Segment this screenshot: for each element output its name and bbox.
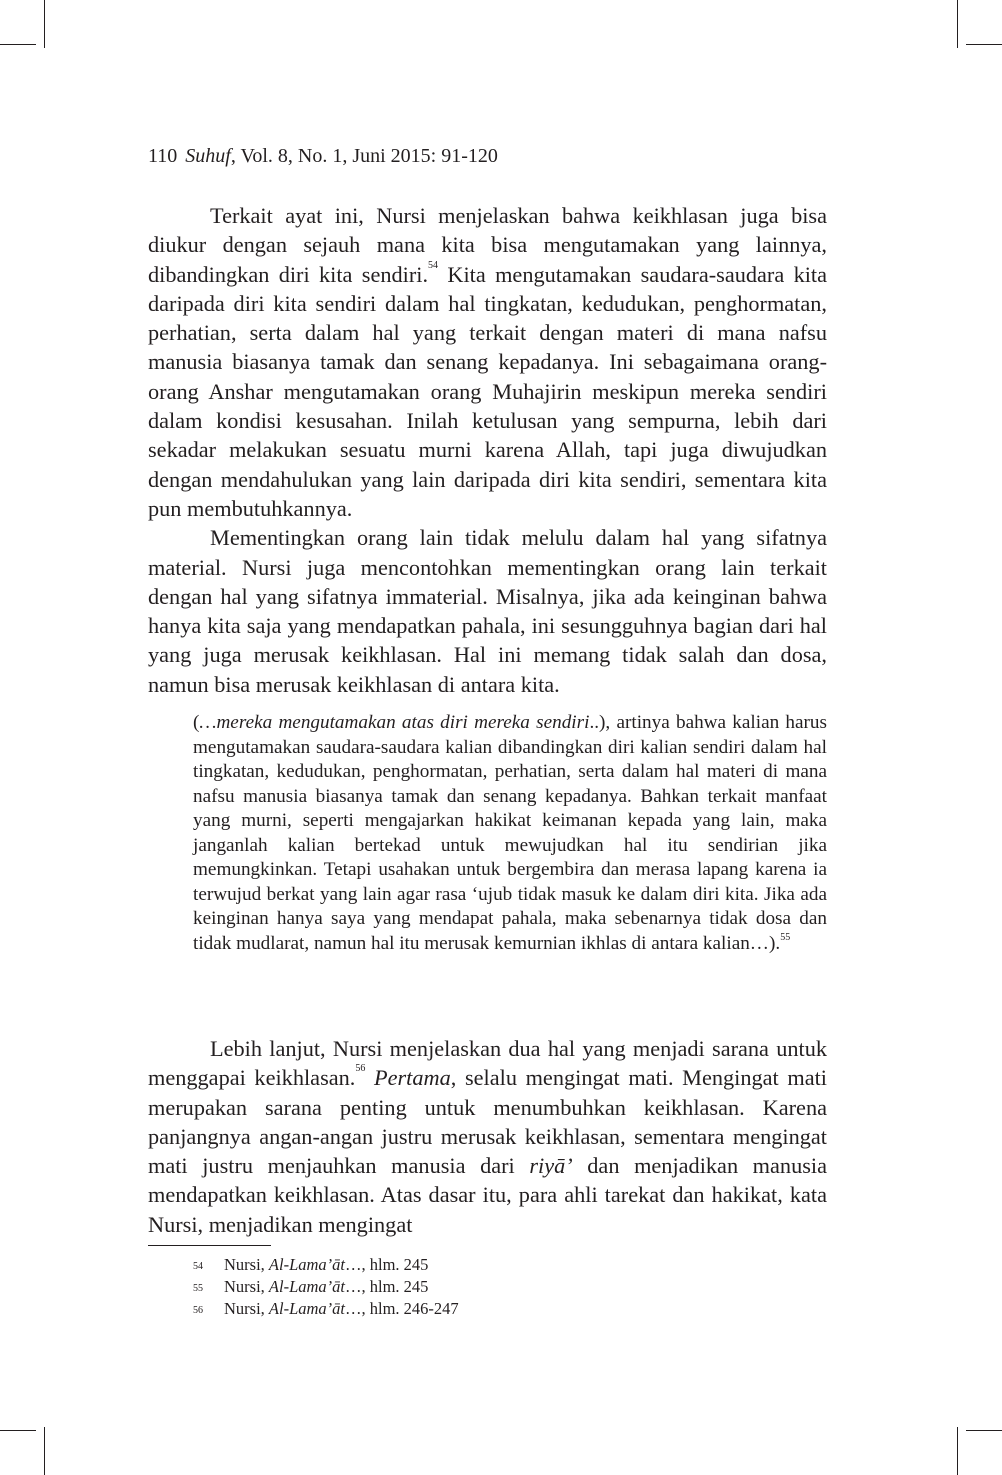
paragraph-text: , selalu mengingat mati. Mengingat mati merupakan sarana penting untuk menumbuhkan keikhlasan. Karena panjangnya angan-angan justru merusak keikhlasan, sementara mengingat mati justru menjauhkan manusia dari bbox=[148, 1065, 827, 1179]
footnote-ref-54[interactable]: 54 bbox=[428, 259, 439, 271]
crop-mark bbox=[966, 1430, 1002, 1431]
footnote-56 bbox=[193, 1298, 459, 1320]
quote-text: ..), artinya bahwa kalian harus mengutamakan saudara-saudara kalian dibandingkan diri kalian sendiri dalam hal tingkatan, kedudukan, penghormatan, perhatian, serta dalam hal materi di mana nafsu manusia biasanya tamak dan senang kepadanya. Bahkan terkait manfaat yang murni, seperti mengajarkan hakikat keimanan kepada yang lain, maka janganlah kalian bertekad untuk mewujudkan hal itu sendirian jika memungkinkan. Tetapi usahakan untuk bergembira dan merasa lapang karena ia terwujud berkat yang lain agar rasa ‘ujub tidak masuk ke dalam diri kita. Jika ada keinginan hanya saya yang mendapat pahala, maka sebenarnya tidak dosa dan tidak mudlarat, namun hal itu merusak kemurnian ikhlas di antara kalian…). bbox=[193, 712, 827, 954]
footnote-author: Nursi, bbox=[224, 1299, 269, 1318]
footnote-title: Al-Lama’āt bbox=[268, 1277, 346, 1296]
crop-mark bbox=[44, 0, 45, 48]
footnote-page: …, hlm. 245 bbox=[345, 1277, 429, 1296]
quote-italic: …mereka mengutamakan atas diri mereka sendiri bbox=[199, 712, 590, 733]
paragraph bbox=[148, 201, 827, 523]
crop-mark bbox=[957, 0, 958, 48]
footnotes bbox=[193, 1254, 459, 1320]
paragraph-text: Lebih lanjut, Nursi menjelaskan dua hal yang menjadi sarana untuk menggapai keikhlasan. bbox=[148, 1036, 827, 1091]
crop-mark bbox=[0, 44, 36, 45]
crop-mark bbox=[966, 44, 1002, 45]
crop-mark bbox=[957, 1427, 958, 1475]
paragraph bbox=[148, 1034, 827, 1239]
journal-name: Suhuf bbox=[185, 145, 231, 167]
footnote-ref-55[interactable]: 55 bbox=[780, 931, 791, 943]
page-number: 110 bbox=[148, 145, 178, 167]
footnote-54 bbox=[193, 1254, 459, 1276]
paragraph-text: Terkait ayat ini, Nursi menjelaskan bahwa keikhlasan juga bisa diukur dengan sejauh mana kita bisa mengutamakan yang lainnya, dibandingkan diri kita sendiri. bbox=[148, 203, 827, 287]
emphasis: Pertama bbox=[373, 1065, 451, 1091]
body-text bbox=[148, 201, 827, 699]
footnote-number: 56 bbox=[193, 1305, 203, 1316]
footnote-ref-56[interactable]: 56 bbox=[355, 1063, 366, 1075]
journal-citation: , Vol. 8, No. 1, Juni 2015: 91-120 bbox=[230, 145, 498, 167]
quote-paren: ( bbox=[193, 712, 200, 733]
footnote-divider bbox=[148, 1245, 271, 1246]
footnote-title: Al-Lama’āt bbox=[268, 1255, 346, 1274]
crop-mark bbox=[44, 1427, 45, 1475]
footnote-page: …, hlm. 245 bbox=[345, 1255, 429, 1274]
running-header bbox=[148, 143, 498, 169]
emphasis: riyā’ bbox=[529, 1153, 573, 1179]
footnote-author: Nursi, bbox=[224, 1255, 269, 1274]
paragraph-text: Kita mengutamakan saudara-saudara kita daripada diri kita sendiri dalam hal tingkatan, kedudukan, penghormatan, perhatian, serta dalam hal yang terkait dengan materi di mana nafsu manusia biasanya tamak dan senang kepadanya. Ini sebagaimana orang-orang Anshar mengutamakan orang Muhajirin meskipun mereka sendiri dalam kondisi kesusahan. Inilah ketulusan yang sempurna, lebih dari sekadar melakukan sesuatu murni karena Allah, tapi juga diwujudkan dengan mendahulukan yang lain daripada diri kita sendiri, sementara kita pun membutuhkannya. bbox=[148, 261, 827, 521]
footnote-title: Al-Lama’āt bbox=[268, 1299, 346, 1318]
paragraph: Mementingkan orang lain tidak melulu dalam hal yang sifatnya material. Nursi juga mencontohkan mementingkan orang lain terkait dengan hal yang sifatnya immaterial. Misalnya, jika ada keinginan bahwa hanya kita saja yang mendapatkan pahala, ini sesungguhnya bagian dari hal yang juga merusak keikhlasan. Hal ini memang tidak salah dan dosa, namun bisa merusak keikhlasan di antara kita. bbox=[148, 525, 827, 697]
crop-mark bbox=[0, 1430, 36, 1431]
footnote-page: …, hlm. 246-247 bbox=[345, 1299, 459, 1318]
body-text bbox=[148, 1034, 827, 1239]
footnote-number: 55 bbox=[193, 1283, 203, 1294]
block-quote bbox=[193, 711, 827, 956]
footnote-number: 54 bbox=[193, 1261, 203, 1272]
paragraph-text: dan menjadikan manusia mendapatkan keikhlasan. Atas dasar itu, para ahli tarekat dan hakikat, kata Nursi, menjadikan mengingat bbox=[148, 1153, 827, 1237]
footnote-55 bbox=[193, 1276, 459, 1298]
footnote-author: Nursi, bbox=[224, 1277, 269, 1296]
